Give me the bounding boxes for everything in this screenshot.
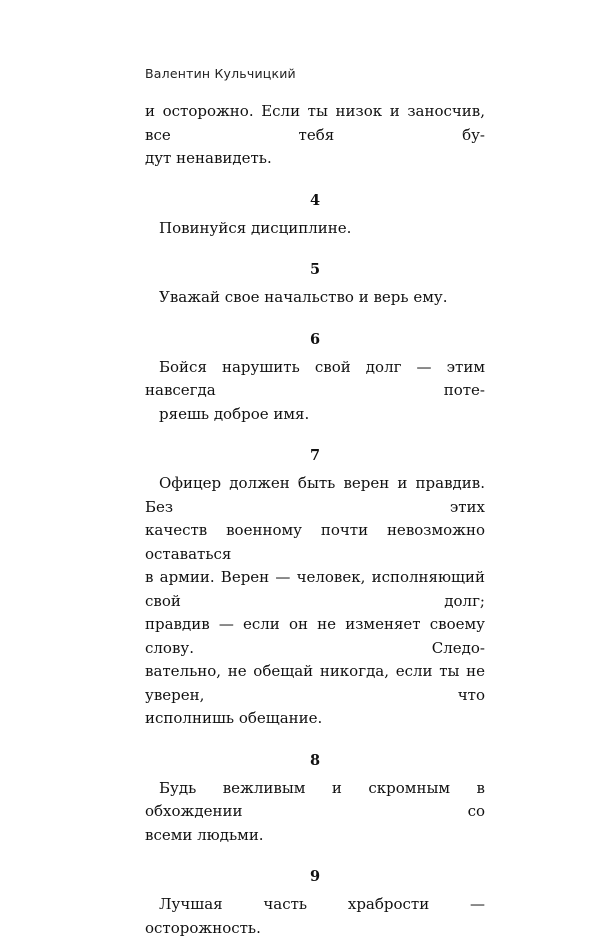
rule-paragraph	[145, 356, 485, 427]
body-text	[145, 100, 485, 940]
rule-paragraph	[145, 472, 485, 731]
text-line: всеми людьми.	[145, 825, 264, 844]
text-line: вательно, не обещай никогда, если ты не уверен, что	[145, 662, 485, 704]
rule-section-4	[145, 191, 485, 241]
text-line: Лучшая часть храбрости — осторожность.	[145, 895, 485, 937]
text-line: Повинуйся дисциплине.	[159, 218, 352, 237]
book-page	[145, 0, 485, 937]
rule-section-9	[145, 867, 485, 940]
text-line: правдив — если он не изменяет своему слову. Следо-	[145, 615, 485, 657]
rule-number: 4	[309, 191, 321, 209]
rule-number: 9	[309, 868, 321, 885]
rule-paragraph	[145, 893, 485, 940]
text-line: в армии. Верен — человек, исполняющий свой долг;	[145, 568, 485, 610]
rule-section-5	[145, 260, 485, 310]
text-line: исполнишь обещание.	[145, 709, 323, 727]
text-line: Будь вежливым и скромным в обхождении со	[145, 778, 485, 820]
rule-paragraph	[145, 286, 485, 310]
text-line: Офицер должен быть верен и правдив. Без этих	[145, 474, 485, 516]
rule-paragraph	[145, 217, 485, 241]
rule-section-8	[145, 751, 485, 848]
rule-section-6	[145, 330, 485, 427]
text-line: качеств военному почти невозможно оставаться	[145, 521, 485, 563]
text-line: Бойся нарушить свой долг — этим навсегда поте-	[145, 357, 485, 399]
text-line: Уважай свое начальство и верь ему.	[159, 288, 448, 306]
text-line: дут ненавидеть.	[145, 149, 272, 167]
rule-number: 7	[309, 447, 321, 464]
rule-number: 5	[309, 261, 321, 278]
running-head-author: Валентин Кульчицкий	[145, 66, 296, 81]
intro-paragraph	[145, 100, 485, 171]
text-line: и осторожно. Если ты низок и заносчив, все тебя бу-	[145, 102, 485, 144]
rule-section-7	[145, 446, 485, 731]
rule-paragraph	[145, 777, 485, 848]
rule-number: 6	[309, 330, 321, 348]
text-line: ряешь доброе имя.	[159, 404, 310, 423]
rule-number: 8	[309, 751, 321, 769]
